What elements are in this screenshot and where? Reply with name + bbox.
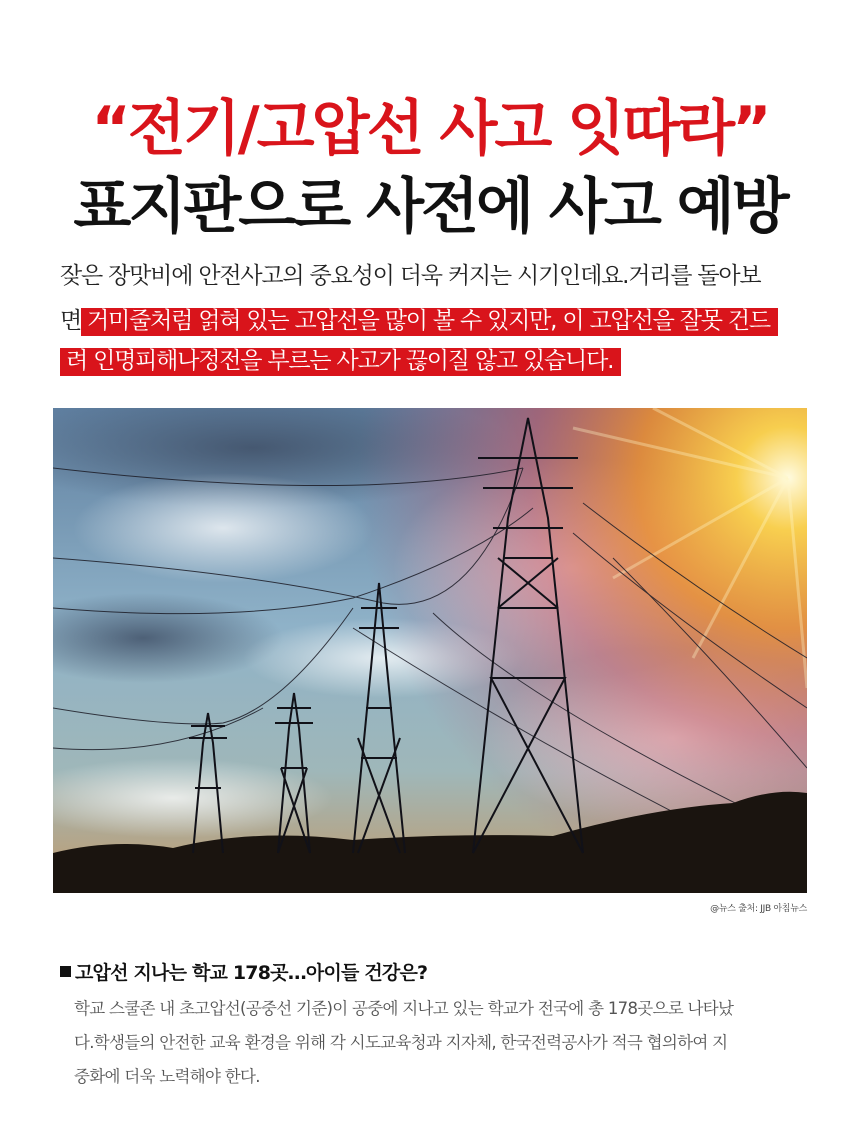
- section-heading: [60, 958, 427, 985]
- intro-line-2: [60, 302, 820, 340]
- intro-highlight-1: 거미줄처럼 얽혀 있는 고압선을 많이 볼 수 있지만, 이 고압선을 잘못 건드: [81, 308, 778, 336]
- square-bullet-icon: [60, 966, 71, 977]
- section-body-line-2: 다.학생들의 안전한 교육 환경을 위해 각 시도교육청과 지자체, 한국전력공사가 적극 협의하여 지: [74, 1033, 728, 1052]
- photo-credit: @뉴스 출처: JJB 아침뉴스: [710, 904, 807, 914]
- section-body-line-1: 학교 스쿨존 내 초고압선(공중선 기준)이 공중에 지나고 있는 학교가 전국에 총 178곳으로 나타났: [74, 999, 734, 1018]
- power-tower-illustration: [53, 408, 807, 893]
- power-line-photo: [53, 408, 807, 893]
- section-body-line-3: 중화에 더욱 노력해야 한다.: [74, 1067, 260, 1086]
- section-heading-text: 고압선 지나는 학교 178곳…아이들 건강은?: [75, 962, 428, 984]
- intro-highlight-2: 려 인명피해나정전을 부르는 사고가 끊이질 않고 있습니다.: [60, 348, 621, 376]
- intro-line-2-plain: 면: [60, 308, 82, 334]
- headline-line-1: “전기/고압선 사고 잇따라”: [91, 94, 769, 164]
- intro-line-3: [60, 342, 820, 380]
- intro-line-1: 잦은 장맛비에 안전사고의 중요성이 더욱 커지는 시기인데요.거리를 돌아보: [60, 263, 761, 289]
- headline-line-2: 표지판으로 사전에 사고 예방: [73, 172, 787, 242]
